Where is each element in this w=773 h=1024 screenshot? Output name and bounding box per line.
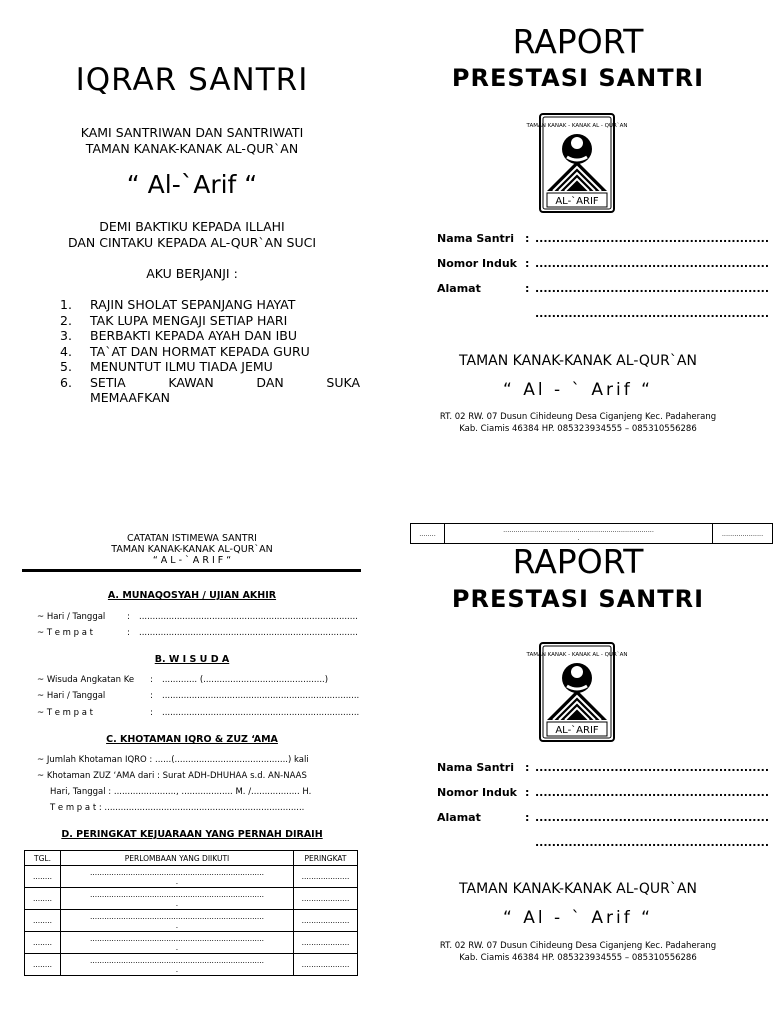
- list-text: BERBAKTI KEPADA AYAH DAN IBU: [90, 328, 297, 343]
- section-c-title: C. KHOTAMAN IQRO & ZUZ ‘AMA: [106, 734, 278, 745]
- table-row: [25, 954, 358, 976]
- cell-lomba-line1: .........................................................................: [89, 911, 265, 921]
- catatan-heading-line3: “ A L - ` A R I F “: [152, 555, 232, 566]
- school-address: [410, 940, 746, 964]
- cell-lomba-line2: .: [175, 920, 179, 930]
- address-line2: Kab. Ciamis 46384 HP. 085323934555 – 085310556286: [459, 953, 697, 963]
- raport-title: RAPORT: [512, 542, 644, 581]
- iqrar-subtitle-line1: KAMI SANTRIWAN DAN SANTRIWATI: [80, 125, 304, 140]
- section-b-hari: [37, 691, 359, 701]
- cell-lomba-line2: .: [175, 942, 179, 952]
- table-row: [25, 866, 358, 888]
- iqrar-school-name: “ Al-`Arif “: [126, 170, 258, 199]
- list-number: 6.: [60, 374, 72, 390]
- row-blank: .................................................................................: [139, 612, 358, 622]
- cell-lomba-line1: .........................................................................: [89, 867, 265, 877]
- iqrar-pledge: [22, 219, 362, 251]
- field-label: Nama Santri: [437, 761, 514, 774]
- school-logo: [526, 113, 628, 213]
- strip-table-row: [410, 523, 773, 544]
- school-type: TAMAN KANAK-KANAK AL-QUR`AN: [459, 881, 697, 897]
- school-type: TAMAN KANAK-KANAK AL-QUR`AN: [459, 353, 697, 369]
- field-blank: ........................................................: [535, 257, 770, 270]
- field-alamat-cont: [535, 307, 769, 320]
- row-colon: :: [127, 612, 130, 622]
- cell-rank: ....................: [294, 910, 358, 932]
- list-text: RAJIN SHOLAT SEPANJANG HAYAT: [90, 297, 296, 312]
- section-b-tempat: [37, 708, 359, 718]
- cell-lomba-line2: .: [175, 876, 179, 886]
- cell-tgl: ........: [25, 888, 61, 910]
- table-row: [25, 910, 358, 932]
- raport-title: RAPORT: [512, 22, 644, 61]
- row-blank: ............. (.............................................): [162, 675, 329, 685]
- field-label: Nomor Induk: [437, 786, 517, 799]
- row-colon: :: [150, 691, 153, 701]
- field-label: Nama Santri: [437, 232, 514, 245]
- list-number: 2.: [60, 312, 72, 328]
- list-number: 1.: [60, 297, 72, 312]
- section-c-tempat: T e m p a t : ..........................................................................: [50, 803, 305, 813]
- cell-rank: ....................: [294, 888, 358, 910]
- field-colon: :: [525, 257, 530, 270]
- field-alamat: [437, 282, 769, 295]
- iqrar-janji: AKU BERJANJI :: [146, 266, 238, 281]
- field-nomor-induk: [437, 786, 769, 799]
- list-item: [60, 313, 360, 329]
- iqrar-title: IQRAR SANTRI: [75, 62, 309, 98]
- row-colon: :: [127, 628, 130, 638]
- iqrar-subtitle: [22, 125, 362, 157]
- field-colon: :: [525, 282, 530, 295]
- row-label: ~ Hari / Tanggal: [37, 691, 106, 701]
- list-item: [60, 375, 360, 391]
- cell-tgl: ........: [25, 866, 61, 888]
- row-label: ~ Wisuda Angkatan Ke: [37, 675, 135, 685]
- row-label: ~ Hari / Tanggal: [37, 612, 106, 622]
- row-label: ~ T e m p a t: [37, 628, 93, 638]
- field-label: Alamat: [437, 811, 481, 824]
- address-line1: RT. 02 RW. 07 Dusun Cihideung Desa Ciganjeng Kec. Padaherang: [439, 412, 717, 422]
- cell-lomba-line1: .........................................................................: [89, 955, 265, 965]
- section-a-tempat: [37, 628, 358, 638]
- table-row: [25, 888, 358, 910]
- col-header-lomba: PERLOMBAAN YANG DIIKUTI: [61, 851, 294, 866]
- cell-lomba-line2: .: [175, 964, 179, 974]
- iqrar-subtitle-line2: TAMAN KANAK-KANAK AL-QUR`AN: [85, 141, 299, 156]
- strip-lomba: [445, 524, 713, 544]
- field-blank: ........................................................: [535, 282, 770, 295]
- school-logo-icon: [526, 113, 628, 213]
- field-label: Nomor Induk: [437, 257, 517, 270]
- school-logo: [526, 642, 628, 742]
- address-line2: Kab. Ciamis 46384 HP. 085323934555 – 085310556286: [459, 424, 697, 434]
- col-header-tgl: TGL.: [25, 851, 61, 866]
- field-colon: :: [525, 811, 530, 824]
- section-c-khotaman: ~ Khotaman ZUZ ‘AMA dari : Surat ADH-DHUHAA s.d. AN-NAAS: [37, 771, 307, 781]
- field-nomor-induk: [437, 257, 769, 270]
- list-item: [60, 328, 360, 344]
- raport-subtitle: PRESTASI SANTRI: [451, 585, 705, 613]
- cell-lomba-line1: .........................................................................: [89, 933, 265, 943]
- address-line1: RT. 02 RW. 07 Dusun Cihideung Desa Ciganjeng Kec. Padaherang: [439, 941, 717, 951]
- list-text-wrap: MEMAAFKAN: [90, 390, 170, 405]
- field-nama-santri: [437, 761, 769, 774]
- list-item: [60, 297, 360, 313]
- table-header-row: [25, 851, 358, 866]
- cell-lomba-line1: .........................................................................: [89, 889, 265, 899]
- list-text: SETIA KAWAN DAN SUKA: [90, 374, 360, 390]
- field-colon: :: [525, 761, 530, 774]
- table-row: [25, 932, 358, 954]
- logo-label: AL-`ARIF: [555, 725, 599, 736]
- field-blank: ........................................................: [535, 761, 770, 774]
- section-b-wisuda: [37, 675, 328, 685]
- section-a-title: A. MUNAQOSYAH / UJIAN AKHIR: [107, 590, 277, 601]
- field-blank: ........................................................: [535, 811, 770, 824]
- row-colon: :: [150, 708, 153, 718]
- row-blank: .........................................................................: [162, 691, 360, 701]
- strip-tgl: ........: [411, 524, 445, 544]
- cell-lomba: [61, 888, 294, 910]
- field-blank: ........................................................: [535, 307, 770, 320]
- cell-rank: ....................: [294, 932, 358, 954]
- prize-table: [24, 850, 358, 976]
- list-item: [60, 344, 360, 360]
- iqrar-pledge-line2: DAN CINTAKU KEPADA AL-QUR`AN SUCI: [67, 235, 317, 250]
- row-colon: :: [150, 675, 153, 685]
- row-blank: .........................................................................: [162, 708, 360, 718]
- field-blank: ........................................................: [535, 232, 770, 245]
- section-c-jumlah: ~ Jumlah Khotaman IQRO : ......(..........................................) kali: [37, 755, 309, 765]
- iqrar-pledge-line1: DEMI BAKTIKU KEPADA ILLAHI: [99, 219, 285, 234]
- cell-lomba-line2: .: [175, 898, 179, 908]
- logo-top-label: TAMAN KANAK - KANAK AL - QUR`AN: [526, 123, 628, 129]
- logo-top-label: TAMAN KANAK - KANAK AL - QUR`AN: [526, 652, 628, 658]
- section-c-hari: Hari, Tanggal : ......................., ................... M. /.................. H.: [50, 787, 312, 797]
- list-text: TA`AT DAN HORMAT KEPADA GURU: [90, 343, 310, 359]
- cell-tgl: ........: [25, 954, 61, 976]
- cell-tgl: ........: [25, 910, 61, 932]
- cell-lomba: [61, 910, 294, 932]
- field-alamat: [437, 811, 769, 824]
- cell-lomba: [61, 954, 294, 976]
- iqrar-pledge-list: [60, 297, 360, 406]
- catatan-heading-line1: CATATAN ISTIMEWA SANTRI: [127, 533, 257, 544]
- field-colon: :: [525, 232, 530, 245]
- cell-lomba: [61, 866, 294, 888]
- field-blank: ........................................................: [535, 836, 770, 849]
- school-name: “ Al - ` Arif “: [503, 908, 653, 928]
- cell-tgl: ........: [25, 932, 61, 954]
- school-name: “ Al - ` Arif “: [503, 380, 653, 400]
- row-label: ~ T e m p a t: [37, 708, 93, 718]
- field-colon: :: [525, 786, 530, 799]
- field-blank: ........................................................: [535, 786, 770, 799]
- catatan-divider: [22, 569, 361, 572]
- section-d-title: D. PERINGKAT KEJUARAAN YANG PERNAH DIRAIH: [61, 829, 323, 840]
- list-number: 3.: [60, 328, 72, 343]
- row-blank: .................................................................................: [139, 628, 358, 638]
- school-address: [410, 411, 746, 435]
- list-text: MENUNTUT ILMU TIADA JEMU: [90, 359, 273, 374]
- strip-rank: ....................: [713, 524, 773, 544]
- catatan-heading: [22, 533, 362, 566]
- cell-lomba: [61, 932, 294, 954]
- list-number: 5.: [60, 359, 72, 374]
- col-header-peringkat: PERINGKAT: [294, 851, 358, 866]
- section-a-hari: [37, 612, 358, 622]
- strip-lomba-line1: .........................................................................: [503, 525, 654, 534]
- raport-subtitle: PRESTASI SANTRI: [451, 64, 705, 92]
- cell-rank: ....................: [294, 954, 358, 976]
- field-label: Alamat: [437, 282, 481, 295]
- logo-label: AL-`ARIF: [555, 196, 599, 207]
- catatan-heading-line2: TAMAN KANAK-KANAK AL-QUR`AN: [111, 544, 273, 555]
- field-nama-santri: [437, 232, 769, 245]
- school-logo-icon: [526, 642, 628, 742]
- cell-rank: ....................: [294, 866, 358, 888]
- strip-lomba-line2: .: [577, 533, 580, 542]
- field-alamat-cont: [535, 836, 769, 849]
- list-number: 4.: [60, 343, 72, 359]
- list-item: [60, 359, 360, 375]
- section-b-title: B. W I S U D A: [154, 654, 230, 665]
- list-text: TAK LUPA MENGAJI SETIAP HARI: [90, 312, 288, 328]
